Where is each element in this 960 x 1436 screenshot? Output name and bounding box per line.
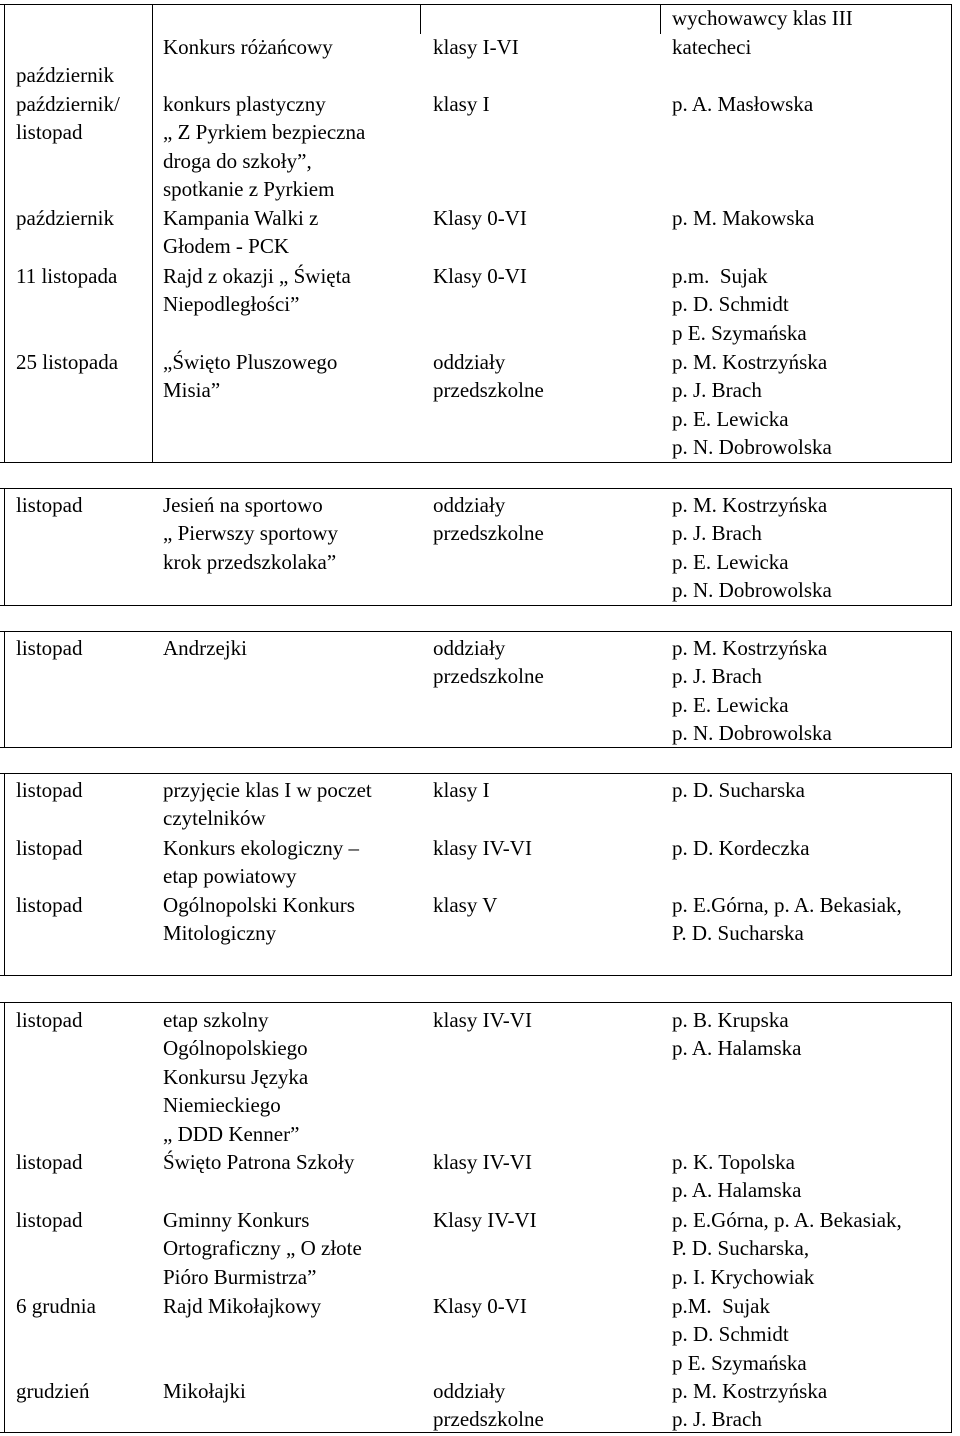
classes-cell: klasy I xyxy=(433,92,490,116)
responsible-cell: p. M. Kostrzyńska p. J. Brach p. E. Lewicka p. N. Dobrowolska xyxy=(672,493,832,603)
responsible-cell: p.M. Sujak p. D. Schmidt p E. Szymańska xyxy=(672,1294,807,1375)
classes-cell: oddziały przedszkolne xyxy=(433,1379,544,1432)
responsible-cell: p. M. Makowska xyxy=(672,206,815,230)
classes-cell: klasy IV-VI xyxy=(433,1008,532,1032)
date-cell: grudzień xyxy=(16,1379,90,1403)
rule xyxy=(951,631,952,748)
rule xyxy=(0,631,952,632)
rule xyxy=(0,773,952,774)
date-cell: 25 listopada xyxy=(16,350,119,374)
date-cell: 6 grudnia xyxy=(16,1294,96,1318)
event-cell: Rajd z okazji „ Święta Niepodległości” xyxy=(163,264,351,317)
event-cell: Mikołajki xyxy=(163,1379,246,1403)
rule xyxy=(4,773,5,976)
date-cell: listopad xyxy=(16,1150,83,1174)
event-cell: Konkurs ekologiczny – etap powiatowy xyxy=(163,836,359,889)
rule xyxy=(0,975,952,976)
classes-cell: klasy V xyxy=(433,893,498,917)
classes-cell: oddziały przedszkolne xyxy=(433,493,544,546)
date-cell: październik xyxy=(16,63,114,87)
responsible-cell: p. E.Górna, p. A. Bekasiak, P. D. Sucharska, p. I. Krychowiak xyxy=(672,1208,902,1289)
responsible-cell: p. M. Kostrzyńska p. J. Brach xyxy=(672,1379,828,1432)
date-cell: październik/ listopad xyxy=(16,92,120,145)
date-cell: listopad xyxy=(16,1208,83,1232)
classes-cell: klasy I-VI xyxy=(433,35,519,59)
rule xyxy=(4,631,5,748)
date-cell: listopad xyxy=(16,1008,83,1032)
classes-cell: Klasy 0-VI xyxy=(433,1294,527,1318)
classes-cell: Klasy 0-VI xyxy=(433,206,527,230)
classes-cell: klasy IV-VI xyxy=(433,1150,532,1174)
event-cell: Ogólnopolski Konkurs Mitologiczny xyxy=(163,893,355,946)
responsible-cell: p. M. Kostrzyńska p. J. Brach p. E. Lewicka p. N. Dobrowolska xyxy=(672,636,832,746)
date-cell: listopad xyxy=(16,493,83,517)
event-cell: Święto Patrona Szkoły xyxy=(163,1150,355,1174)
classes-cell: Klasy 0-VI xyxy=(433,264,527,288)
classes-cell: Klasy IV-VI xyxy=(433,1208,537,1232)
rule xyxy=(4,1002,5,1433)
classes-cell: oddziały przedszkolne xyxy=(433,350,544,403)
responsible-cell: p. M. Kostrzyńska p. J. Brach p. E. Lewicka p. N. Dobrowolska xyxy=(672,350,832,460)
responsible-cell: p. E.Górna, p. A. Bekasiak, P. D. Sucharska xyxy=(672,893,902,946)
event-cell: Konkurs różańcowy xyxy=(163,35,333,59)
responsible-cell: p. K. Topolska p. A. Halamska xyxy=(672,1150,802,1203)
event-cell: przyjęcie klas I w poczet czytelników xyxy=(163,778,372,831)
date-cell: listopad xyxy=(16,836,83,860)
event-cell: Jesień na sportowo „ Pierwszy sportowy krok przedszkolaka” xyxy=(163,493,338,574)
responsible-cell: wychowawcy klas III xyxy=(672,6,853,30)
responsible-cell: p. A. Masłowska xyxy=(672,92,814,116)
responsible-cell: p.m. Sujak p. D. Schmidt p E. Szymańska xyxy=(672,264,807,345)
rule xyxy=(951,773,952,976)
classes-cell: klasy I xyxy=(433,778,490,802)
event-cell: Kampania Walki z Głodem - PCK xyxy=(163,206,319,259)
rule xyxy=(0,488,952,489)
event-cell: konkurs plastyczny „ Z Pyrkiem bezpieczna droga do szkoły”, spotkanie z Pyrkiem xyxy=(163,92,366,202)
date-cell: październik xyxy=(16,206,114,230)
rule xyxy=(0,462,952,463)
date-cell: 11 listopada xyxy=(16,264,118,288)
rule xyxy=(4,4,5,463)
rule xyxy=(660,4,661,34)
rule xyxy=(951,1002,952,1433)
rule xyxy=(4,488,5,606)
responsible-cell: p. D. Sucharska xyxy=(672,778,805,802)
rule xyxy=(0,605,952,606)
event-cell: „Święto Pluszowego Misia” xyxy=(163,350,338,403)
event-cell: Andrzejki xyxy=(163,636,247,660)
responsible-cell: p. D. Kordeczka xyxy=(672,836,810,860)
date-cell: listopad xyxy=(16,893,83,917)
classes-cell: oddziały przedszkolne xyxy=(433,636,544,689)
date-cell: listopad xyxy=(16,636,83,660)
event-cell: Gminny Konkurs Ortograficzny „ O złote Pióro Burmistrza” xyxy=(163,1208,362,1289)
event-cell: etap szkolny Ogólnopolskiego Konkursu Języka Niemieckiego „ DDD Kenner” xyxy=(163,1008,309,1146)
rule xyxy=(0,1002,952,1003)
event-cell: Rajd Mikołajkowy xyxy=(163,1294,322,1318)
responsible-cell: katecheci xyxy=(672,35,752,59)
rule xyxy=(152,4,153,463)
rule xyxy=(420,4,421,34)
date-cell: listopad xyxy=(16,778,83,802)
classes-cell: klasy IV-VI xyxy=(433,836,532,860)
responsible-cell: p. B. Krupska p. A. Halamska xyxy=(672,1008,802,1061)
rule xyxy=(951,4,952,463)
rule xyxy=(951,488,952,606)
